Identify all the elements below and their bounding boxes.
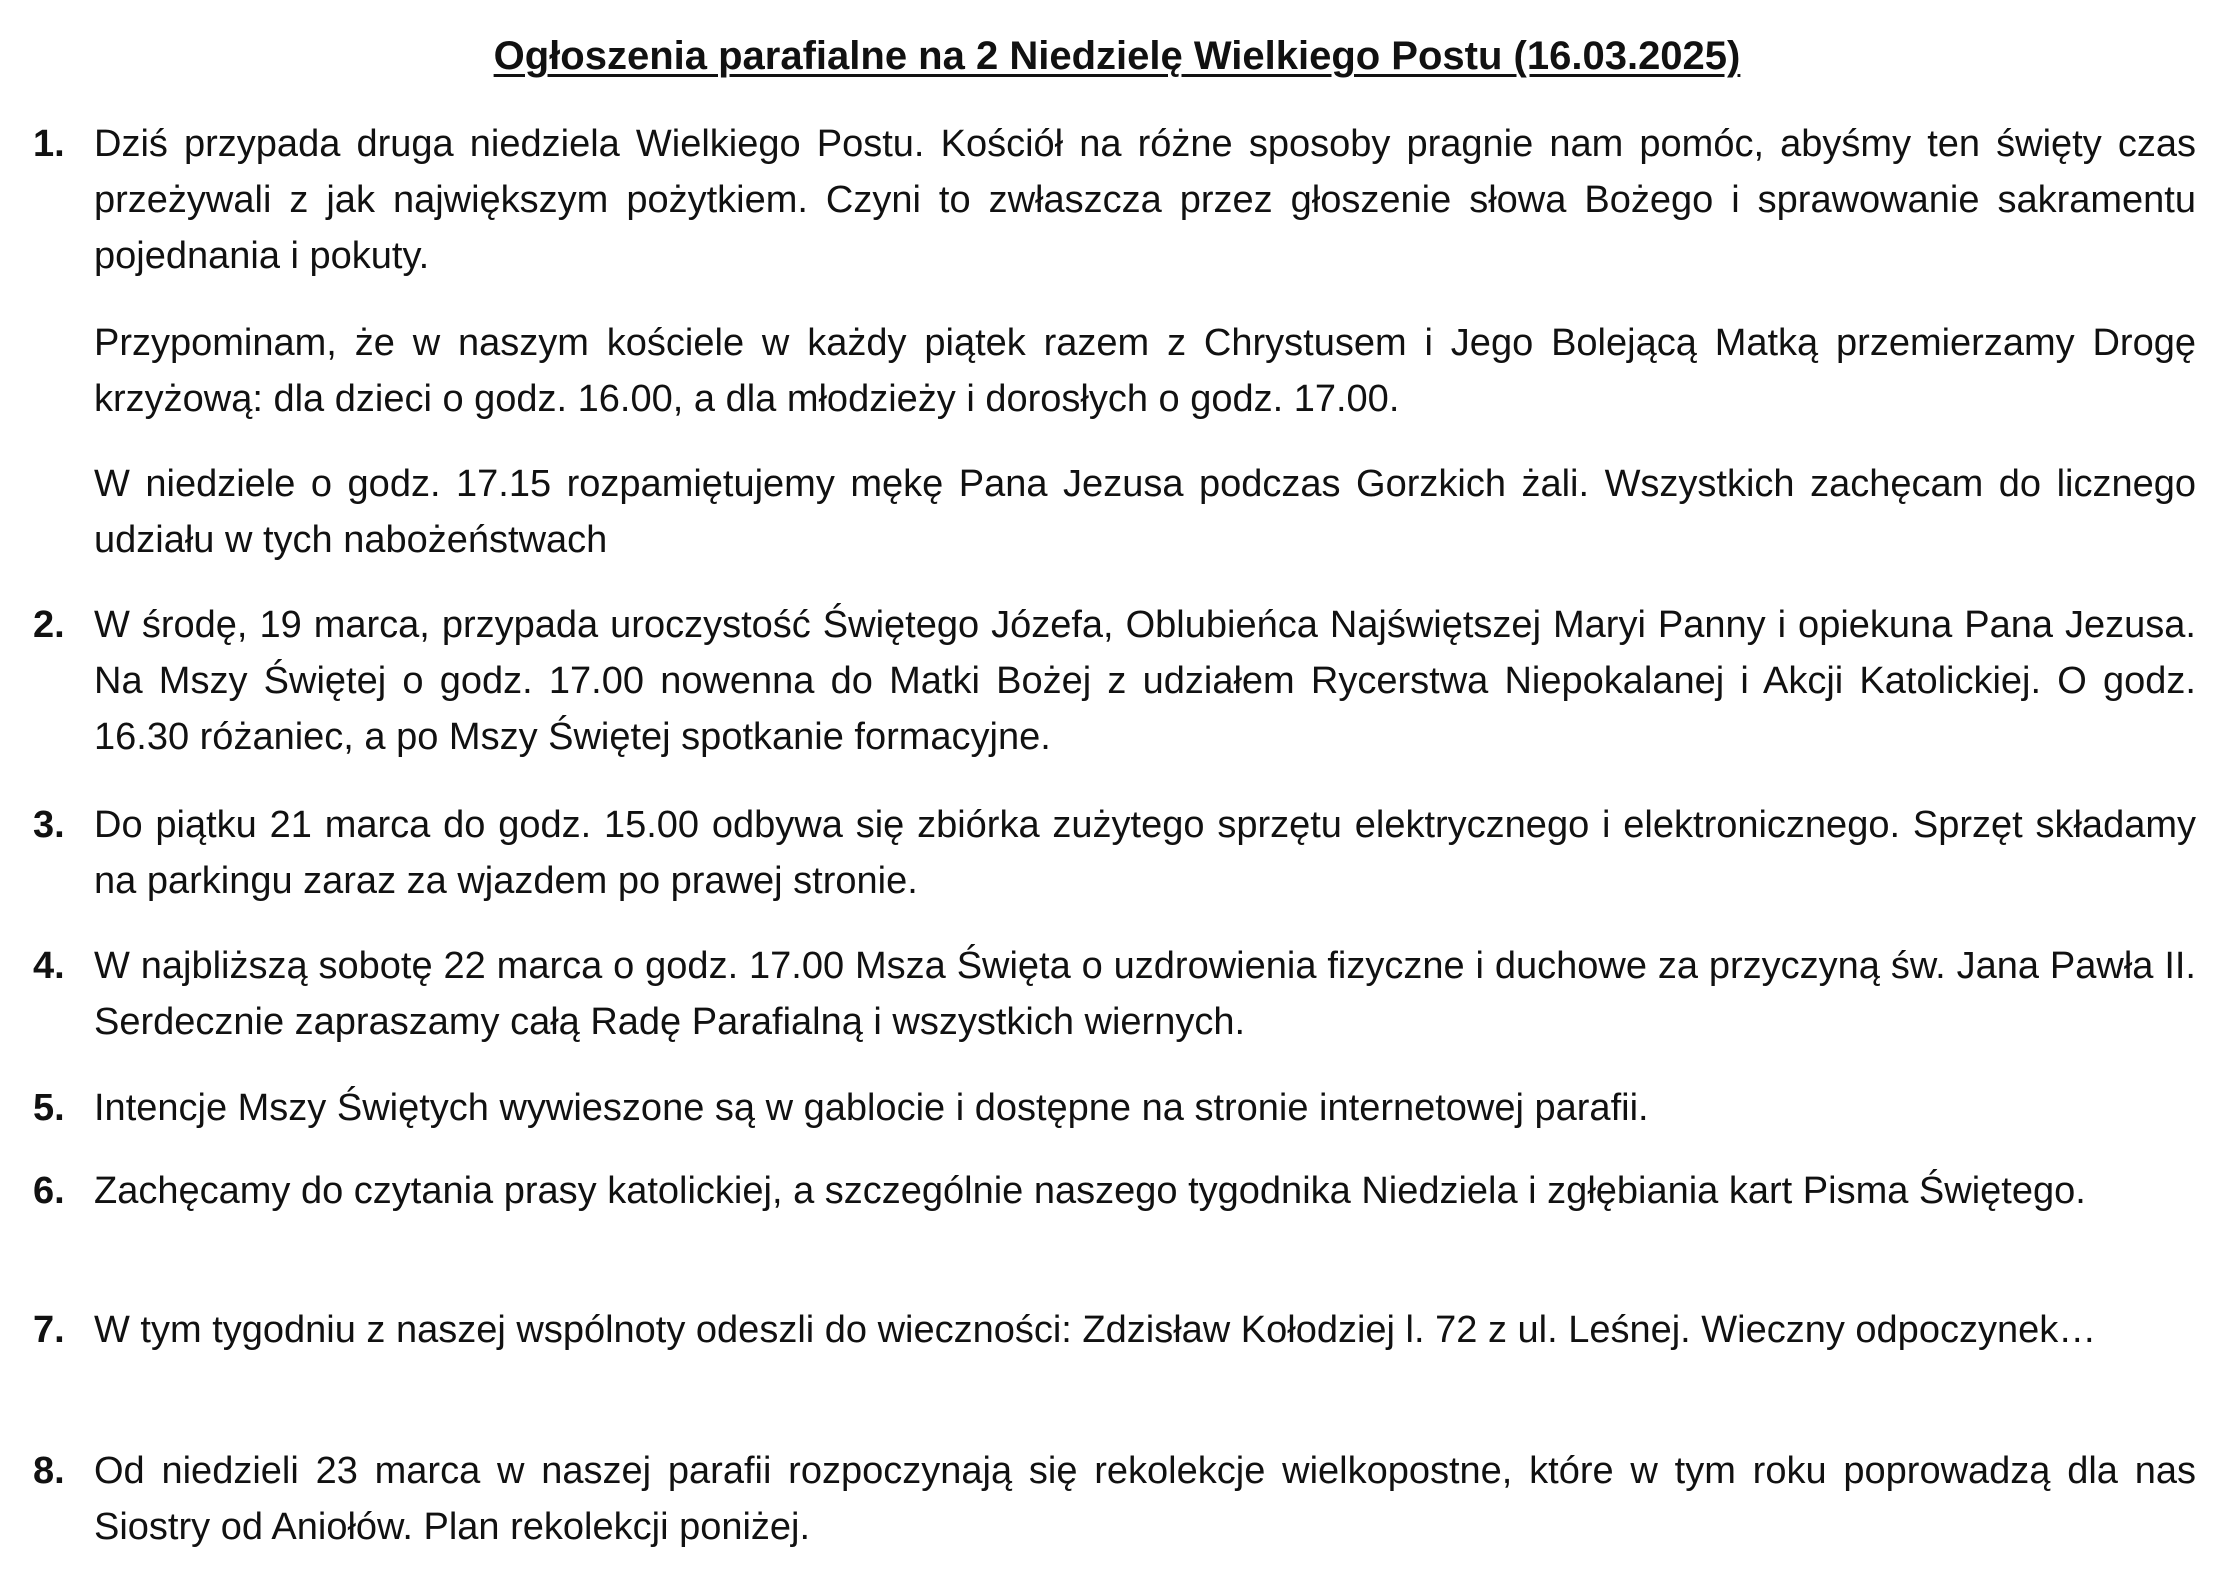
item-paragraph: Od niedzieli 23 marca w naszej parafii rozpoczynają się rekolekcje wielkopostne, które w tym roku poprowadzą dla nas Siostry od Aniołów. Plan rekolekcji poniżej. — [94, 1450, 2196, 1548]
item-paragraph: Do piątku 21 marca do godz. 15.00 odbywa się zbiórka zużytego sprzętu elektrycznego i elektronicznego. Sprzęt składamy na parkingu zaraz za wjazdem po prawej stronie. — [94, 804, 2196, 902]
page-title: Ogłoszenia parafialne na 2 Niedzielę Wielkiego Postu (16.03.2025) — [493, 34, 1741, 78]
item-paragraph: Zachęcamy do czytania prasy katolickiej, a szczególnie naszego tygodnika Niedziela i zgłębiania kart Pisma Świętego. — [94, 1170, 2086, 1212]
item-number: 3. — [33, 804, 65, 846]
item-paragraph: Dziś przypada druga niedziela Wielkiego Postu. Kościół na różne sposoby pragnie nam pomóc, abyśmy ten święty czas przeżywali z jak największym pożytkiem. Czyni to zwłaszcza przez głoszenie słowa Bożego i sprawowanie sakramentu pojednania i pokuty. — [94, 123, 2196, 277]
item-number: 8. — [33, 1450, 65, 1492]
item-number: 2. — [33, 604, 65, 646]
item-number: 4. — [33, 945, 65, 987]
item-number: 6. — [33, 1170, 65, 1212]
item-number: 7. — [33, 1309, 65, 1351]
item-paragraph: W tym tygodniu z naszej wspólnoty odeszli do wieczności: Zdzisław Kołodziej l. 72 z ul. Leśnej. Wieczny odpoczynek… — [94, 1309, 2097, 1351]
item-number: 1. — [33, 123, 65, 165]
item-number: 5. — [33, 1087, 65, 1129]
item-paragraph: Przypominam, że w naszym kościele w każdy piątek razem z Chrystusem i Jego Bolejącą Matką przemierzamy Drogę krzyżową: dla dzieci o godz. 16.00, a dla młodzieży i dorosłych o godz. 17.00. — [94, 322, 2196, 420]
item-paragraph: W środę, 19 marca, przypada uroczystość Świętego Józefa, Oblubieńca Najświętszej Maryi Panny i opiekuna Pana Jezusa. Na Mszy Świętej o godz. 17.00 nowenna do Matki Bożej z udziałem Rycerstwa Niepokalanej i Akcji Katolickiej. O godz. 16.30 różaniec, a po Mszy Świętej spotkanie formacyjne. — [94, 604, 2196, 758]
item-paragraph: Intencje Mszy Świętych wywieszone są w gablocie i dostępne na stronie internetowej parafii. — [94, 1087, 1649, 1129]
item-paragraph: W niedziele o godz. 17.15 rozpamiętujemy mękę Pana Jezusa podczas Gorzkich żali. Wszystkich zachęcam do licznego udziału w tych nabożeństwach — [94, 463, 2196, 561]
item-paragraph: W najbliższą sobotę 22 marca o godz. 17.00 Msza Święta o uzdrowienia fizyczne i duchowe za przyczyną św. Jana Pawła II. Serdecznie zapraszamy całą Radę Parafialną i wszystkich wiernych. — [94, 945, 2196, 1043]
